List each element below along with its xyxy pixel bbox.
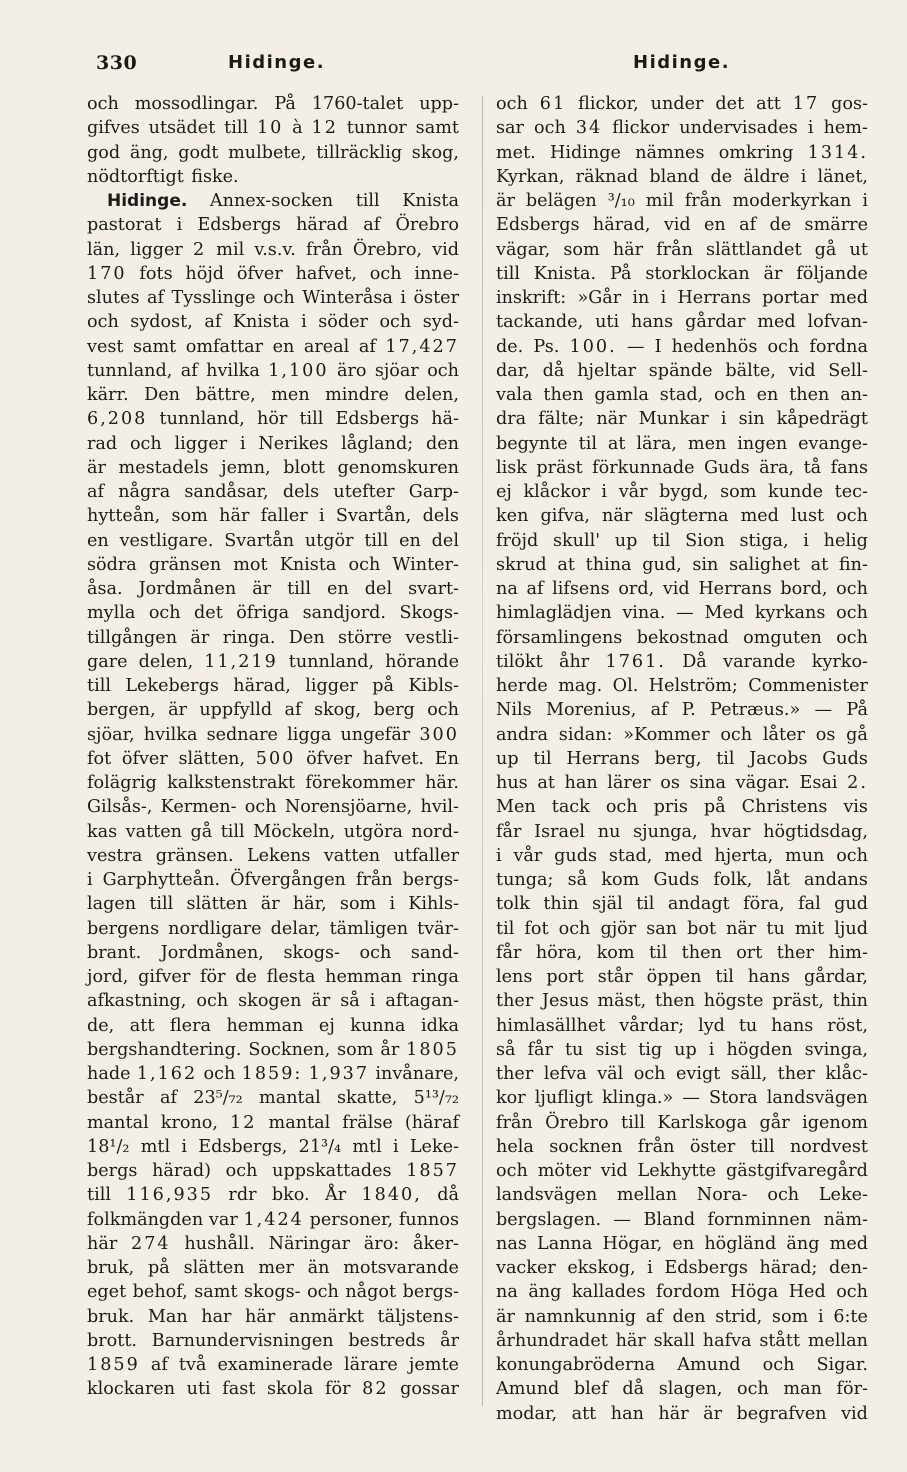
text-line: är belägen ³/₁₀ mil från moderkyrkan i — [496, 191, 868, 211]
page-number: 330 — [96, 52, 138, 74]
text-line: bergslagen. — Bland fornminnen näm- — [496, 1209, 868, 1230]
text-line: de. Ps. 100. — I hedenhös och fordna — [496, 336, 868, 357]
text-line: herde mag. Ol. Helström; Commenister — [496, 676, 868, 696]
left-running-head: Hidinge. — [228, 52, 326, 73]
text-line: bruk, på slätten mer än motsvarande — [87, 1258, 459, 1278]
text-line: met. Hidinge nämnes omkring 1314. — [496, 142, 868, 163]
text-line: bergs härad) och uppskattades 1857 — [87, 1161, 459, 1181]
text-line: himlaglädjen vina. — Med kyrkans och — [496, 603, 868, 624]
text-line: består af 23⁵/₇₂ mantal skatte, 5¹³/₇₂ — [87, 1088, 459, 1109]
text-line: 18¹/₂ mtl i Edsbergs, 21³/₄ mtl i Leke- — [87, 1136, 459, 1157]
text-line: kärr. Den bättre, men mindre delen, — [87, 385, 459, 405]
text-line: ken gifva, när slägterna med lust och — [496, 506, 868, 527]
text-line: konungabröderna Amund och Sigar. — [496, 1355, 868, 1375]
text-line: tunga; så kom Guds folk, låt andans — [496, 870, 868, 890]
text-line: hytteån, som här faller i Svartån, dels — [87, 506, 459, 527]
text-line: får Israel nu sjunga, hvar högtidsdag, — [496, 821, 868, 842]
text-line: pastorat i Edsbergs härad af Örebro — [87, 215, 459, 236]
text-line: till 116,935 rdr bko. År 1840, då — [87, 1185, 459, 1206]
text-line: dar, då hjeltar spände bälte, vid Sell- — [496, 360, 868, 381]
text-line: 1859 af två examinerade lärare jemte — [87, 1355, 459, 1375]
text-line: län, ligger 2 mil v.s.v. från Örebro, vid — [87, 239, 459, 260]
text-line: ej klåckor i vår bygd, som kunde tec- — [496, 482, 868, 502]
text-line: klockaren uti fast skola för 82 gossar — [87, 1379, 459, 1400]
text-line: vala then gamla stad, och en then an- — [496, 385, 868, 405]
text-line: brant. Jordmånen, skogs- och sand- — [87, 942, 459, 963]
text-line: är namnkunnig af den strid, som i 6:te — [496, 1306, 868, 1327]
right-running-head: Hidinge. — [633, 52, 731, 73]
text-line: hela socknen från öster till nordvest — [496, 1136, 868, 1157]
text-line: tilökt åhr 1761. Då varande kyrko- — [496, 651, 868, 672]
text-line: gifves utsädet till 10 à 12 tunnor samt — [87, 118, 459, 139]
text-line: skrud at thina gud, sin salighet at fin- — [496, 554, 868, 575]
text-line: folägrig kalkstenstrakt förekommer här. — [87, 773, 459, 793]
text-line: i Garphytteån. Öfvergången från bergs- — [87, 870, 459, 890]
text-line: Gilsås-, Kermen- och Norensjöarne, hvil- — [87, 797, 459, 818]
text-line: god äng, godt mulbete, tillräcklig skog, — [87, 142, 459, 163]
text-line: Men tack och pris på Christens vis — [496, 797, 868, 818]
text-line: nas Lanna Högar, en högländ äng med — [496, 1233, 868, 1254]
text-line: up til Herrans berg, til Jacobs Guds — [496, 748, 868, 769]
text-line: bergshandtering. Socknen, som år 1805 — [87, 1039, 459, 1060]
text-line: till Knista. På storklockan är följande — [496, 263, 868, 284]
text-line: får höra, kom til then ort ther him- — [496, 942, 868, 963]
text-line: och mossodlingar. På 1760-talet upp- — [87, 94, 459, 114]
text-line: åsa. Jordmånen är till en del svart- — [87, 579, 459, 599]
text-line: sar och 34 flickor undervisades i hem- — [496, 118, 868, 139]
text-line: så får tu sist tig up i högden svinga, — [496, 1039, 868, 1060]
text-line: bergen, är uppfylld af skog, berg och — [87, 700, 459, 721]
text-line: 170 fots höjd öfver hafvet, och inne- — [87, 263, 459, 284]
text-line: af några sandåsar, dels utefter Garp- — [87, 482, 459, 502]
text-line: södra gränsen mot Knista och Winter- — [87, 554, 459, 575]
text-line: och sydost, af Knista i söder och syd- — [87, 312, 459, 333]
text-line: mylla och det öfriga sandjord. Skogs- — [87, 603, 459, 624]
text-line: från Örebro till Karlskoga går igenom — [496, 1112, 868, 1133]
text-line: brott. Barnundervisningen bestreds år — [87, 1330, 459, 1351]
text-line: folkmängden var 1,424 personer, funnos — [87, 1209, 459, 1230]
text-line: vest samt omfattar en areal af 17,427 — [87, 336, 459, 357]
text-line: til fot och gjör san bot när tu mit ljud — [496, 918, 868, 939]
text-line: eget behof, samt skogs- och något bergs- — [87, 1282, 459, 1303]
page-header — [0, 52, 907, 82]
text-line: tackande, uti hans gårdar med lofvan- — [496, 312, 868, 333]
text-line: tunnland, af hvilka 1,100 äro sjöar och — [87, 360, 459, 381]
text-line: vägar, som här från slättlandet gå ut — [496, 239, 868, 260]
text-line: gare delen, 11,219 tunnland, hörande — [87, 651, 459, 672]
text-line: andra sidan: »Kommer och låter os gå — [496, 724, 868, 745]
text-line: tillgången är ringa. Den större vestli- — [87, 627, 459, 648]
text-line: bergens nordligare delar, tämligen tvär- — [87, 918, 459, 939]
text-line: na äng kallades fordom Höga Hed och — [496, 1282, 868, 1303]
text-line: ther Jesus mäst, then högste präst, thin — [496, 991, 868, 1012]
text-line: de, att flera hemman ej kunna idka — [87, 1015, 459, 1036]
text-line: till Lekebergs härad, ligger på Kibls- — [87, 676, 459, 696]
text-line: och möter vid Lekhytte gästgifvaregård — [496, 1161, 868, 1181]
text-line: inskrift: »Går in i Herrans portar med — [496, 288, 868, 308]
text-line: lagen till slätten är här, som i Kihls- — [87, 894, 459, 915]
text-line: fot öfver slätten, 500 öfver hafvet. En — [87, 748, 459, 769]
text-line: modar, att han här är begrafven vid — [496, 1403, 868, 1424]
text-line: en vestligare. Svartån utgör till en del — [87, 530, 459, 551]
text-line: 6,208 tunnland, hör till Edsbergs hä- — [87, 409, 459, 430]
text-line: här 274 hushåll. Näringar äro: åker- — [87, 1233, 459, 1254]
text-line: vestra gränsen. Lekens vatten utfaller — [87, 845, 459, 866]
column-divider — [482, 96, 483, 1406]
text-line: Nils Morenius, af P. Petræus.» — På — [496, 700, 868, 721]
text-line: århundradet här skall hafva stått mellan — [496, 1330, 868, 1351]
text-line: hade 1,162 och 1859: 1,937 invånare, — [87, 1064, 459, 1084]
text-line: sjöar, hvilka sednare ligga ungefär 300 — [87, 724, 459, 745]
left-text-column — [87, 92, 459, 1402]
text-line: tolk thin själ til andagt föra, fal gud — [496, 894, 868, 915]
text-line: lens port står öppen til hans gårdar, — [496, 967, 868, 987]
text-line: i vår guds stad, med hjerta, mun och — [496, 845, 868, 866]
text-line: vacker ekskog, i Edsbergs härad; den- — [496, 1258, 868, 1278]
right-text-column — [496, 92, 868, 1426]
text-line: himlasällhet vårdar; lyd tu hans röst, — [496, 1015, 868, 1036]
text-line: nödtorftigt fiske. — [87, 166, 239, 187]
text-line: och 61 flickor, under det att 17 gos- — [496, 94, 868, 114]
text-line: jord, gifver för de flesta hemman ringa — [87, 967, 459, 987]
text-line: Kyrkan, räknad bland de äldre i länet, — [496, 166, 868, 187]
text-line: kas vatten gå till Möckeln, utgöra nord- — [87, 821, 459, 842]
text-line: rad och ligger i Nerikes lågland; den — [87, 433, 459, 454]
text-line: slutes af Tysslinge och Winteråsa i öster — [87, 288, 459, 308]
text-line: bruk. Man har här anmärkt täljstens- — [87, 1306, 459, 1327]
text-line: Edsbergs härad, vid en af de smärre — [496, 215, 868, 236]
text-line: församlingens bekostnad omguten och — [496, 627, 868, 648]
text-line: na af lifsens ord, vid Herrans bord, och — [496, 579, 868, 599]
text-line: afkastning, och skogen är så i aftagan- — [87, 991, 459, 1012]
text-line: lisk präst förkunnade Guds ära, tå fans — [496, 457, 868, 478]
text-line: fröjd skull' up til Sion stiga, i helig — [496, 530, 868, 551]
text-line: Hidinge. Annex-socken till Knista — [107, 191, 459, 211]
text-line: landsvägen mellan Nora- och Leke- — [496, 1185, 868, 1206]
text-line: mantal krono, 12 mantal frälse (häraf — [87, 1112, 459, 1133]
text-line: dra fälte; när Munkar i sin kåpedrägt — [496, 409, 868, 430]
text-line: är mestadels jemn, blott genomskuren — [87, 457, 459, 478]
text-line: kor ljufligt klinga.» — Stora landsvägen — [496, 1088, 868, 1109]
text-line: Amund blef då slagen, och man för- — [496, 1379, 868, 1400]
text-line: hus at han lärer os sina vägar. Esai 2. — [496, 773, 868, 793]
text-line: ther lefva väl och evigt säll, ther klåc- — [496, 1064, 868, 1084]
text-line: begynte til at lära, men ingen evange- — [496, 433, 868, 454]
